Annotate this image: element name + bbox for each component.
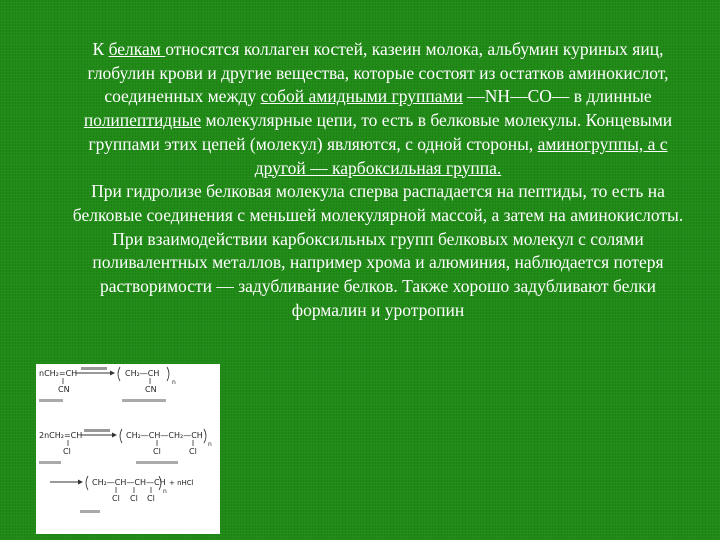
- r1-arrow-head: [110, 371, 115, 376]
- r1-bracket-left: [118, 367, 120, 381]
- r2-product-name: [136, 461, 178, 464]
- r2-catalyst-label: [84, 429, 110, 432]
- r2-n: n: [208, 441, 212, 448]
- link-amide-groups[interactable]: собой амидными группами: [260, 86, 463, 107]
- r1-unit: CH₂—CH: [125, 369, 160, 378]
- r2-unit-substituent-1: Cl: [153, 447, 161, 456]
- r1-bracket-right: [167, 367, 169, 381]
- r2-unit: CH₂—CH—CH₂—CH: [126, 431, 203, 440]
- r1-unit-substituent: CN: [145, 385, 157, 394]
- r1-product-name: [122, 399, 166, 402]
- chemical-reaction-image: [36, 364, 220, 534]
- paragraph-hydrolysis: При гидролизе белковая молекула сперва распадается на пептиды, то есть на белковые соединения с меньшей молекулярной массой, а затем на аминокислоты. При взаимодействии карбоксильных групп белковых молекул с солями поливалентных металлов, например хрома и алюминия, наблюдается потеря растворимости — задубливание белков. Также хорошо задубливают белки формалин и уротропин: [72, 181, 684, 320]
- r2-bracket-left: [120, 429, 122, 443]
- r3-substituent-2: Cl: [130, 494, 138, 503]
- r3-n: n: [163, 488, 167, 495]
- r2-unit-substituent-2: Cl: [189, 447, 197, 456]
- r1-reactant: nCH₂=CH: [39, 369, 78, 378]
- r2-substituent: Cl: [63, 447, 71, 456]
- r2-bracket-right: [204, 429, 206, 443]
- text-fragment: относятся коллаген костей, казеин молока, альбумин куриных яиц, глобулин крови и другие вещества, которые состоят из остатков аминокислот, соединенных между: [87, 39, 669, 107]
- link-polypeptide[interactable]: полипептидные: [83, 110, 202, 131]
- r2-arrow-head: [112, 433, 117, 438]
- r3-substituent-3: Cl: [147, 494, 155, 503]
- r3-product-name: [80, 510, 100, 513]
- r1-n: n: [172, 379, 176, 386]
- r1-substituent: CN: [58, 385, 70, 394]
- r3-arrow-head: [78, 480, 83, 485]
- reaction-scheme: [36, 364, 220, 534]
- link-proteins[interactable]: белкам: [108, 39, 166, 59]
- r3-bracket-left: [86, 476, 88, 490]
- link-amino-groups[interactable]: аминогруппы, а с другой — карбоксильная группа.: [254, 133, 668, 178]
- r1-catalyst-label: [81, 367, 107, 370]
- paragraph-proteins-definition: [64, 38, 692, 180]
- r3-substituent-1: Cl: [112, 494, 120, 503]
- text-fragment: —NH—CO— в длинные: [462, 86, 652, 107]
- r3-unit: CH₂—CH—CH—CH: [92, 478, 166, 487]
- text-fragment: молекулярные цепи, то есть в белковые молекулы. Концевыми группами этих цепей (молекул) являются, с одной стороны,: [88, 110, 673, 154]
- r1-reactant-name: [39, 399, 63, 402]
- r2-reactant-name: [39, 461, 61, 464]
- slide-body-text: [64, 38, 692, 322]
- r3-byproduct: + nHCl: [169, 479, 194, 487]
- text-fragment: К: [92, 39, 109, 59]
- r2-reactant: 2nCH₂=CH: [39, 431, 83, 440]
